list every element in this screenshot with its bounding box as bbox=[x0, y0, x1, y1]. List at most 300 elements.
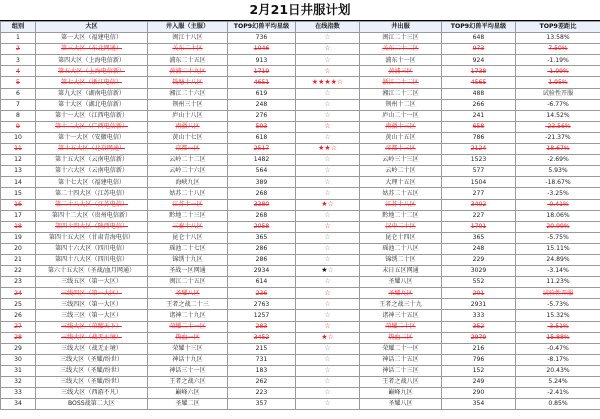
cell-group: 7 bbox=[1, 99, 36, 110]
cell-region: 第二十四大区（江苏电信） bbox=[36, 188, 148, 199]
cell-online-index bbox=[296, 288, 360, 299]
cell-out-top9-star: 1523 bbox=[442, 155, 516, 166]
star-empty-icon: ☆ bbox=[324, 310, 331, 319]
cell-gap-ratio: 24.89% bbox=[516, 254, 600, 265]
cell-in-server: 南疆八区 bbox=[148, 121, 228, 132]
table-row[interactable] bbox=[1, 166, 600, 177]
cell-in-server: 黄浦二十九区 bbox=[148, 66, 228, 77]
cell-out-server: 瑶池二十八区 bbox=[360, 243, 442, 254]
table-row[interactable] bbox=[1, 144, 600, 155]
cell-in-top9-star: 183 bbox=[228, 365, 296, 376]
cell-in-top9-star: 1046 bbox=[228, 44, 296, 55]
cell-online-index bbox=[296, 188, 360, 199]
table-row[interactable] bbox=[1, 55, 600, 66]
cell-out-top9-star: 352 bbox=[442, 321, 516, 332]
star-empty-icon: ☆ bbox=[336, 77, 344, 86]
star-empty-icon: ☆ bbox=[324, 288, 331, 297]
table-row[interactable] bbox=[1, 354, 600, 365]
cell-online-index bbox=[296, 377, 360, 388]
cell-online-index bbox=[296, 365, 360, 376]
cell-region: 第四十四大区（陕西电信） bbox=[36, 221, 148, 232]
header-in-server: 井入服（主服） bbox=[148, 22, 228, 33]
cell-group: 26 bbox=[1, 310, 36, 321]
star-empty-icon: ☆ bbox=[324, 355, 331, 364]
table-row[interactable] bbox=[1, 66, 600, 77]
cell-gap-ratio: -21.37% bbox=[516, 132, 600, 143]
cell-out-server: 荆州十二区 bbox=[360, 99, 442, 110]
cell-gap-ratio: 18.06% bbox=[516, 210, 600, 221]
cell-in-server: 钱塘十八区 bbox=[148, 77, 228, 88]
cell-group: 11 bbox=[1, 144, 36, 155]
cell-group: 31 bbox=[1, 365, 36, 376]
cell-in-server: 闽江十八区 bbox=[148, 33, 228, 44]
cell-region: 三线四区（第一大区） bbox=[36, 299, 148, 310]
cell-out-server: 圣耀八区 bbox=[360, 277, 442, 288]
cell-out-top9-star: 266 bbox=[442, 99, 516, 110]
cell-out-top9-star: 577 bbox=[442, 166, 516, 177]
cell-region: 第十大区（湖北电信新） bbox=[36, 99, 148, 110]
sheet-title: 2月21日井服计划 bbox=[0, 0, 600, 21]
cell-in-top9-star: 283 bbox=[228, 321, 296, 332]
table-row[interactable] bbox=[1, 254, 600, 265]
cell-gap-ratio: 20.43% bbox=[516, 365, 600, 376]
table-row[interactable] bbox=[1, 210, 600, 221]
star-filled-icon: ★ bbox=[318, 144, 325, 153]
star-empty-icon: ☆ bbox=[324, 343, 331, 352]
table-row[interactable] bbox=[1, 132, 600, 143]
cell-gap-ratio: 15.88% bbox=[516, 332, 600, 343]
cell-in-top9-star: 1482 bbox=[228, 155, 296, 166]
cell-gap-ratio: 14.52% bbox=[516, 110, 600, 121]
cell-out-top9-star: 4565 bbox=[442, 77, 516, 88]
cell-online-index bbox=[296, 44, 360, 55]
cell-out-top9-star: 241 bbox=[442, 110, 516, 121]
cell-gap-ratio: -3.14% bbox=[516, 266, 600, 277]
cell-in-server: 昆仑十八区 bbox=[148, 232, 228, 243]
cell-online-index bbox=[296, 77, 360, 88]
cell-in-server: 圣战一区网通 bbox=[148, 266, 228, 277]
cell-out-server: 锦绣二十区 bbox=[360, 254, 442, 265]
star-empty-icon: ☆ bbox=[324, 377, 331, 386]
cell-out-server: 南疆十三区 bbox=[360, 121, 442, 132]
star-filled-icon: ★ bbox=[321, 266, 328, 275]
cell-region: 三线三区（第一大区） bbox=[36, 310, 148, 321]
table-row[interactable] bbox=[1, 266, 600, 277]
cell-online-index bbox=[296, 266, 360, 277]
cell-in-top9-star: 286 bbox=[228, 243, 296, 254]
table-row[interactable] bbox=[1, 277, 600, 288]
cell-out-top9-star: 365 bbox=[442, 232, 516, 243]
cell-in-top9-star: 2763 bbox=[228, 299, 296, 310]
cell-group: 14 bbox=[1, 177, 36, 188]
star-empty-icon: ☆ bbox=[324, 122, 331, 131]
cell-region: 三线大区（战无止境） bbox=[36, 343, 148, 354]
cell-out-server: 关东二十二区 bbox=[360, 44, 442, 55]
cell-online-index bbox=[296, 144, 360, 155]
cell-in-server: 热血一区 bbox=[148, 332, 228, 343]
cell-out-server: 神话二十三区 bbox=[360, 365, 442, 376]
star-filled-icon: ★ bbox=[318, 77, 325, 86]
table-row[interactable] bbox=[1, 110, 600, 121]
cell-out-top9-star: 488 bbox=[442, 88, 516, 99]
table-row[interactable] bbox=[1, 77, 600, 88]
star-empty-icon: ☆ bbox=[324, 44, 331, 53]
table-row[interactable] bbox=[1, 377, 600, 388]
cell-out-top9-star: 2979 bbox=[442, 332, 516, 343]
cell-in-top9-star: 1719 bbox=[228, 66, 296, 77]
cell-out-top9-star: 658 bbox=[442, 121, 516, 132]
cell-out-server: 湘江二十二区 bbox=[360, 88, 442, 99]
cell-group: 2 bbox=[1, 44, 36, 55]
cell-region: 第五大区（上海电信新） bbox=[36, 66, 148, 77]
cell-in-server: 荣耀二十一区 bbox=[148, 321, 228, 332]
table-row[interactable] bbox=[1, 188, 600, 199]
cell-in-top9-star: 4651 bbox=[228, 77, 296, 88]
cell-gap-ratio: 11.23% bbox=[516, 277, 600, 288]
cell-in-server: 荆州三十区 bbox=[148, 99, 228, 110]
cell-online-index bbox=[296, 155, 360, 166]
cell-region: 第十七大区（福建电信） bbox=[36, 177, 148, 188]
cell-region: BOSS战第二大区 bbox=[36, 399, 148, 410]
cell-out-top9-star: 3029 bbox=[442, 266, 516, 277]
header-in-top9-star: TOP9幻兽平均星级 bbox=[228, 22, 296, 33]
cell-in-server: 云岭二十六区 bbox=[148, 166, 228, 177]
table-row[interactable] bbox=[1, 33, 600, 44]
cell-online-index bbox=[296, 254, 360, 265]
cell-in-top9-star: 215 bbox=[228, 343, 296, 354]
star-empty-icon: ☆ bbox=[330, 144, 337, 153]
cell-in-top9-star: 286 bbox=[228, 254, 296, 265]
cell-online-index bbox=[296, 110, 360, 121]
cell-online-index bbox=[296, 310, 360, 321]
cell-region: 第十六大区（云南电信新） bbox=[36, 166, 148, 177]
cell-gap-ratio: 15.32% bbox=[516, 310, 600, 321]
cell-in-server: 姑苏二十八区 bbox=[148, 188, 228, 199]
cell-in-top9-star: 614 bbox=[228, 277, 296, 288]
cell-out-server: 汉中二十区 bbox=[360, 221, 442, 232]
cell-online-index bbox=[296, 321, 360, 332]
table-row[interactable] bbox=[1, 365, 600, 376]
cell-out-top9-star: 552 bbox=[442, 277, 516, 288]
cell-out-server: 云岭三十三区 bbox=[360, 155, 442, 166]
cell-gap-ratio: 7.50% bbox=[516, 44, 600, 55]
cell-region: 第十一大区（江西电信新） bbox=[36, 110, 148, 121]
cell-region: 第一大区（福建电信） bbox=[36, 33, 148, 44]
cell-out-top9-star: 227 bbox=[442, 210, 516, 221]
cell-region: 第十一大区（安徽电信） bbox=[36, 132, 148, 143]
table-row[interactable] bbox=[1, 388, 600, 399]
table-row[interactable] bbox=[1, 199, 600, 210]
cell-online-index bbox=[296, 121, 360, 132]
star-filled-icon: ★ bbox=[330, 77, 337, 86]
cell-out-server: 浦东十一区 bbox=[360, 55, 442, 66]
cell-group: 21 bbox=[1, 254, 36, 265]
cell-online-index bbox=[296, 88, 360, 99]
cell-in-top9-star: 268 bbox=[228, 188, 296, 199]
cell-gap-ratio: 5.24% bbox=[516, 377, 600, 388]
cell-in-server: 神话十九区 bbox=[148, 354, 228, 365]
star-empty-icon: ☆ bbox=[324, 299, 331, 308]
cell-out-top9-star: 249 bbox=[442, 377, 516, 388]
cell-group: 25 bbox=[1, 299, 36, 310]
cell-online-index bbox=[296, 343, 360, 354]
cell-in-top9-star: 248 bbox=[228, 99, 296, 110]
cell-in-server: 京都一区 bbox=[148, 144, 228, 155]
cell-region: 三线大区（西游不凡） bbox=[36, 388, 148, 399]
cell-group: 10 bbox=[1, 132, 36, 143]
table-row[interactable] bbox=[1, 232, 600, 243]
cell-out-top9-star: 1701 bbox=[442, 221, 516, 232]
cell-in-server: 海峡九区 bbox=[148, 177, 228, 188]
table-row[interactable] bbox=[1, 343, 600, 354]
star-empty-icon: ☆ bbox=[324, 166, 331, 175]
cell-in-server: 瑶池二十七区 bbox=[148, 243, 228, 254]
server-plan-table bbox=[0, 21, 600, 410]
star-empty-icon: ☆ bbox=[324, 99, 331, 108]
cell-out-top9-star: 277 bbox=[442, 188, 516, 199]
cell-out-server: 圣耀八区 bbox=[360, 399, 442, 410]
cell-group: 12 bbox=[1, 155, 36, 166]
cell-in-top9-star: 619 bbox=[228, 88, 296, 99]
cell-gap-ratio: -5.73% bbox=[516, 299, 600, 310]
star-empty-icon: ☆ bbox=[324, 88, 331, 97]
cell-out-server: 热血二区 bbox=[360, 332, 442, 343]
cell-in-server: 王者之战六区 bbox=[148, 377, 228, 388]
cell-group: 4 bbox=[1, 66, 36, 77]
cell-out-top9-star: 354 bbox=[442, 399, 516, 410]
cell-group: 5 bbox=[1, 77, 36, 88]
cell-region: 三线大区（战无止境） bbox=[36, 332, 148, 343]
cell-group: 6 bbox=[1, 88, 36, 99]
cell-online-index bbox=[296, 399, 360, 410]
header-gap-ratio: TOP9差距比 bbox=[516, 22, 600, 33]
cell-group: 34 bbox=[1, 399, 36, 410]
star-empty-icon: ☆ bbox=[324, 133, 331, 142]
cell-online-index bbox=[296, 232, 360, 243]
cell-gap-ratio: 试验性开服 bbox=[516, 288, 600, 299]
star-empty-icon: ☆ bbox=[324, 188, 331, 197]
table-row[interactable] bbox=[1, 221, 600, 232]
cell-group: 17 bbox=[1, 210, 36, 221]
cell-region: 第十二大区（广西电信新） bbox=[36, 121, 148, 132]
cell-online-index bbox=[296, 177, 360, 188]
star-empty-icon: ☆ bbox=[327, 266, 334, 275]
table-row[interactable] bbox=[1, 310, 600, 321]
cell-out-server: 黄浦三区 bbox=[360, 66, 442, 77]
cell-in-top9-star: 2934 bbox=[228, 266, 296, 277]
cell-gap-ratio: -2.69% bbox=[516, 155, 600, 166]
cell-in-server: 神话三十一区 bbox=[148, 365, 228, 376]
cell-in-server: 巅峰六区 bbox=[148, 388, 228, 399]
cell-out-top9-star: 1738 bbox=[442, 66, 516, 77]
cell-region: 第四十五大区（甘肃青海电信） bbox=[36, 232, 148, 243]
star-empty-icon: ☆ bbox=[327, 199, 334, 208]
cell-online-index bbox=[296, 243, 360, 254]
cell-region: 三线五区（第一大区） bbox=[36, 277, 148, 288]
cell-out-top9-star: 152 bbox=[442, 365, 516, 376]
cell-region: 第四十六大区（四川电信） bbox=[36, 243, 148, 254]
cell-in-top9-star: 503 bbox=[228, 121, 296, 132]
cell-gap-ratio: 1.95% bbox=[516, 77, 600, 88]
star-empty-icon: ☆ bbox=[324, 111, 331, 119]
star-filled-icon: ★ bbox=[321, 332, 328, 341]
star-empty-icon: ☆ bbox=[324, 399, 331, 408]
cell-online-index bbox=[296, 99, 360, 110]
table-row[interactable] bbox=[1, 44, 600, 55]
cell-out-server: 云岭二十区 bbox=[360, 166, 442, 177]
header-out-server: 井出服 bbox=[360, 22, 442, 33]
cell-online-index bbox=[296, 166, 360, 177]
cell-out-top9-star: 924 bbox=[442, 55, 516, 66]
cell-out-top9-star: 2124 bbox=[442, 144, 516, 155]
cell-in-top9-star: 268 bbox=[228, 210, 296, 221]
header-region: 大区 bbox=[36, 22, 148, 33]
cell-gap-ratio: -5.75% bbox=[516, 232, 600, 243]
cell-group: 32 bbox=[1, 377, 36, 388]
cell-out-server: 王者之战三十九 bbox=[360, 299, 442, 310]
cell-region: 三线大区（圣耀/纷世） bbox=[36, 365, 148, 376]
cell-gap-ratio: -0.41% bbox=[516, 199, 600, 210]
cell-out-top9-star: 2931 bbox=[442, 299, 516, 310]
cell-out-top9-star: 973 bbox=[442, 44, 516, 55]
cell-region: 第三大区（东北网通） bbox=[36, 44, 148, 55]
cell-region: 第七大区（浙江电信） bbox=[36, 77, 148, 88]
cell-gap-ratio: 5.93% bbox=[516, 166, 600, 177]
cell-group: 3 bbox=[1, 55, 36, 66]
table-row[interactable] bbox=[1, 155, 600, 166]
cell-in-server: 圣耀二区 bbox=[148, 399, 228, 410]
header-online-index: 在线指数 bbox=[296, 22, 360, 33]
cell-out-server: 大理十五区 bbox=[360, 177, 442, 188]
cell-in-server: 黔地二十三区 bbox=[148, 210, 228, 221]
cell-gap-ratio: -8.17% bbox=[516, 354, 600, 365]
cell-gap-ratio: -1.09% bbox=[516, 66, 600, 77]
cell-in-top9-star: 564 bbox=[228, 166, 296, 177]
table-row[interactable] bbox=[1, 121, 600, 132]
cell-in-top9-star: 236 bbox=[228, 288, 296, 299]
table-row[interactable] bbox=[1, 321, 600, 332]
table-row[interactable] bbox=[1, 399, 600, 410]
cell-online-index bbox=[296, 132, 360, 143]
cell-region: 第十五大区（北京网通） bbox=[36, 144, 148, 155]
star-empty-icon: ☆ bbox=[324, 321, 331, 330]
cell-in-top9-star: 276 bbox=[228, 110, 296, 121]
cell-out-server: 庐山二十一区 bbox=[360, 110, 442, 121]
cell-region: 第十五大区（云南电信新） bbox=[36, 155, 148, 166]
cell-group: 30 bbox=[1, 354, 36, 365]
cell-gap-ratio: 15.11% bbox=[516, 243, 600, 254]
cell-online-index bbox=[296, 277, 360, 288]
star-empty-icon: ☆ bbox=[324, 66, 331, 75]
table-row[interactable] bbox=[1, 288, 600, 299]
cell-out-server: 王者之战八区 bbox=[360, 377, 442, 388]
table-row[interactable] bbox=[1, 99, 600, 110]
cell-out-top9-star: 216 bbox=[442, 343, 516, 354]
table-row[interactable] bbox=[1, 88, 600, 99]
table-row[interactable] bbox=[1, 243, 600, 254]
cell-in-server: 荣耀十三区 bbox=[148, 343, 228, 354]
cell-gap-ratio: 试验性开服 bbox=[516, 88, 600, 99]
cell-region: 三线四区（第一大区） bbox=[36, 288, 148, 299]
cell-out-top9-star: 3402 bbox=[442, 199, 516, 210]
cell-region: 第四十二大区（贵州电信新） bbox=[36, 210, 148, 221]
cell-out-server: 闽江二十三区 bbox=[360, 33, 442, 44]
star-empty-icon: ☆ bbox=[324, 177, 331, 186]
cell-in-top9-star: 3380 bbox=[228, 199, 296, 210]
cell-online-index bbox=[296, 33, 360, 44]
cell-online-index bbox=[296, 199, 360, 210]
cell-region: 三线大区（荣耀天下） bbox=[36, 321, 148, 332]
star-empty-icon: ☆ bbox=[324, 221, 331, 230]
star-empty-icon: ☆ bbox=[324, 233, 331, 242]
cell-group: 24 bbox=[1, 288, 36, 299]
cell-online-index bbox=[296, 221, 360, 232]
cell-in-top9-star: 3452 bbox=[228, 332, 296, 343]
cell-group: 13 bbox=[1, 166, 36, 177]
cell-gap-ratio: -3.25% bbox=[516, 188, 600, 199]
header-group: 组别 bbox=[1, 22, 36, 33]
cell-region: 第六十五大区（圣战/血月网通） bbox=[36, 266, 148, 277]
cell-in-top9-star: 736 bbox=[228, 33, 296, 44]
cell-in-top9-star: 2517 bbox=[228, 144, 296, 155]
star-empty-icon: ☆ bbox=[324, 388, 331, 397]
cell-out-top9-star: 786 bbox=[442, 132, 516, 143]
cell-region: 第九大区（湖南电信新） bbox=[36, 88, 148, 99]
star-empty-icon: ☆ bbox=[324, 255, 331, 264]
cell-out-top9-star: 290 bbox=[442, 388, 516, 399]
cell-out-server: 昆仑十四区 bbox=[360, 232, 442, 243]
cell-in-top9-star: 223 bbox=[228, 388, 296, 399]
table-row[interactable] bbox=[1, 177, 600, 188]
star-empty-icon: ☆ bbox=[324, 33, 331, 42]
cell-gap-ratio: 13.58% bbox=[516, 33, 600, 44]
cell-region: 三线大区（圣耀/纷世） bbox=[36, 377, 148, 388]
cell-online-index bbox=[296, 55, 360, 66]
cell-out-server: 黔地二十二区 bbox=[360, 210, 442, 221]
cell-gap-ratio: -1.19% bbox=[516, 55, 600, 66]
cell-gap-ratio: -18.67% bbox=[516, 177, 600, 188]
cell-out-server: 帝都十三区 bbox=[360, 144, 442, 155]
cell-in-server: 王者之战二十三 bbox=[148, 299, 228, 310]
cell-in-top9-star: 2058 bbox=[228, 221, 296, 232]
cell-gap-ratio: -6.77% bbox=[516, 99, 600, 110]
table-row[interactable] bbox=[1, 332, 600, 343]
cell-in-server: 锦绣十九区 bbox=[148, 254, 228, 265]
cell-out-top9-star: 1504 bbox=[442, 177, 516, 188]
cell-gap-ratio: 20.99% bbox=[516, 221, 600, 232]
cell-out-server: 诸神三十五区 bbox=[360, 310, 442, 321]
cell-in-server: 关东二十区 bbox=[148, 44, 228, 55]
cell-group: 8 bbox=[1, 110, 36, 121]
cell-in-top9-star: 389 bbox=[228, 177, 296, 188]
cell-group: 15 bbox=[1, 188, 36, 199]
star-empty-icon: ☆ bbox=[324, 366, 331, 375]
cell-gap-ratio: -23.56% bbox=[516, 121, 600, 132]
cell-out-server: 圣耀九区 bbox=[360, 288, 442, 299]
star-filled-icon: ★ bbox=[321, 199, 328, 208]
cell-online-index bbox=[296, 299, 360, 310]
cell-region: 第四大区（上海电信新） bbox=[36, 55, 148, 66]
table-row[interactable] bbox=[1, 299, 600, 310]
cell-region: 第二十八大区（江苏电信） bbox=[36, 199, 148, 210]
cell-out-server: 江苏十八区 bbox=[360, 199, 442, 210]
star-filled-icon: ★ bbox=[324, 77, 331, 86]
cell-out-server: 黄山十五区 bbox=[360, 132, 442, 143]
cell-in-top9-star: 365 bbox=[228, 232, 296, 243]
cell-in-server: 湘江二十六区 bbox=[148, 88, 228, 99]
star-empty-icon: ☆ bbox=[324, 277, 331, 286]
cell-out-server: 浙江二十二区 bbox=[360, 77, 442, 88]
